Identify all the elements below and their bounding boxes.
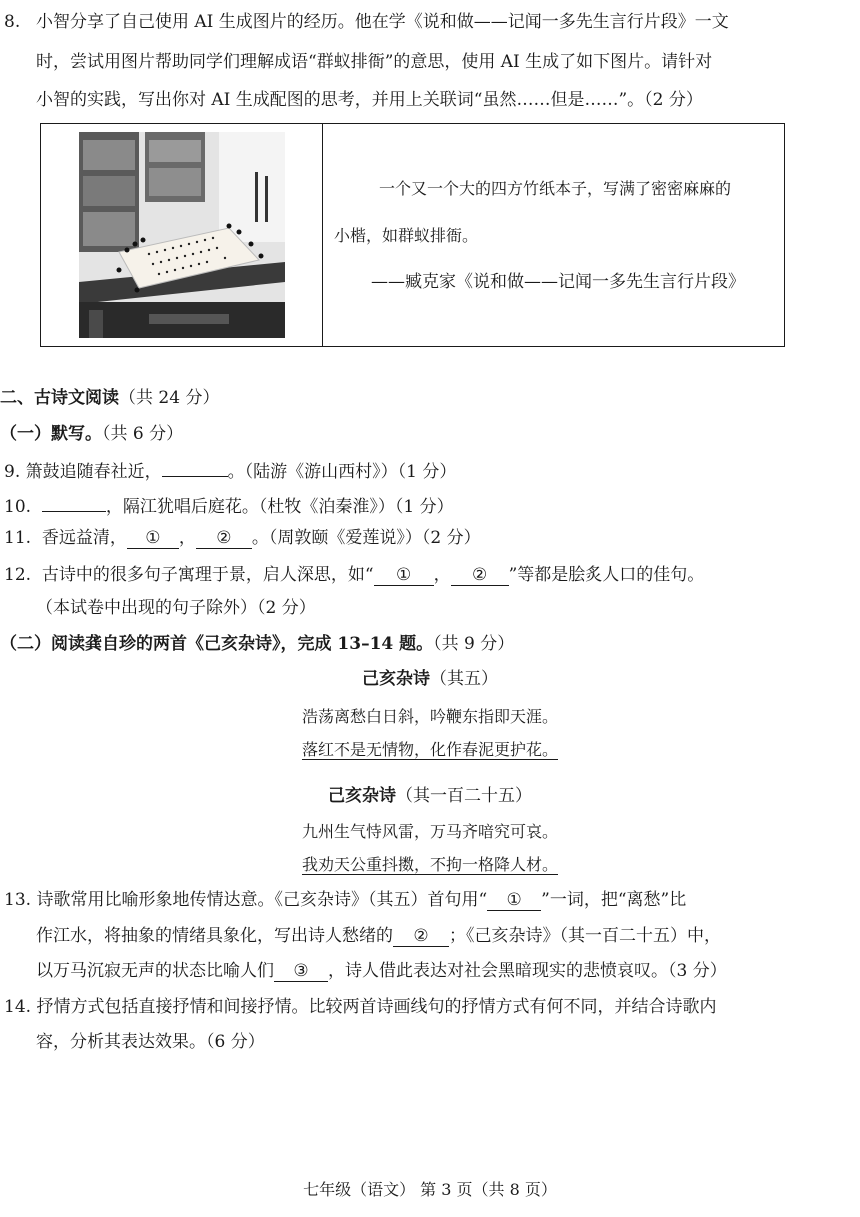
q14-line-1: 14. 抒情方式包括直接抒情和间接抒情。比较两首诗画线句的抒情方式有何不同，并结合诗歌内 — [4, 997, 717, 1017]
q8-line-2: 时，尝试用图片帮助同学们理解成语“群蚁排衙”的意思，使用 AI 生成了如下图片。请针对 — [36, 52, 713, 72]
poem-2-line-1: 九州生气恃风雷，万马齐喑究可哀。 — [301, 822, 558, 841]
page-footer: 七年级（语文） 第 3 页（共 8 页） — [303, 1180, 557, 1199]
poem-1-line-2: 落红不是无情物，化作春泥更护花。 — [301, 740, 558, 759]
part-1-heading: （一）默写。（共 6 分） — [0, 424, 184, 444]
q8-line-3: 小智的实践，写出你对 AI 生成配图的思考，并用上关联词“虽然……但是……”。（2 分） — [36, 90, 703, 110]
q13-blank-3[interactable]: ③ — [274, 961, 328, 982]
q9-answer-blank[interactable] — [162, 456, 228, 477]
quote-line-2: 小楷，如群蚁排衙。 — [334, 226, 479, 245]
q14-line-2: 容，分析其表达效果。（6 分） — [36, 1032, 265, 1052]
poem-2-line-2: 我劝天公重抖擞，不拘一格降人材。 — [301, 855, 558, 874]
q13-line-2: 作江水，将抽象的情绪具象化，写出诗人愁绪的 ② ；《己亥杂诗》（其一百二十五）中， — [36, 926, 721, 946]
q12-line-1: 12. 古诗中的很多句子寓理于景，启人深思，如“ ① ， ② ”等都是脍炙人口的佳句。 — [4, 565, 705, 585]
section-2-heading: 二、古诗文阅读（共 24 分） — [0, 388, 220, 408]
part-2-heading: （二）阅读龚自珍的两首《己亥杂诗》，完成 13–14 题。（共 9 分） — [0, 634, 515, 654]
desk-scroll-illustration — [79, 132, 285, 338]
q13-blank-2[interactable]: ② — [393, 926, 449, 947]
q10: 10. ，隔江犹唱后庭花。（杜牧《泊秦淮》）（1 分） — [4, 491, 454, 519]
q8-number: 8. — [4, 12, 21, 32]
q12-blank-1[interactable]: ① — [374, 565, 434, 586]
table-divider — [322, 124, 323, 346]
q8-line-1: 小智分享了自己使用 AI 生成图片的经历。他在学《说和做——记闻一多先生言行片段》一文 — [36, 12, 729, 32]
poem-1-title: 己亥杂诗（其五） — [362, 669, 498, 689]
q8-material-table — [40, 123, 785, 347]
quote-source: ——臧克家《说和做——记闻一多先生言行片段》 — [371, 272, 745, 292]
q11: 11. 香远益清， ① ， ② 。（周敦颐《爱莲说》）（2 分） — [4, 528, 481, 548]
q12-line-2: （本试卷中出现的句子除外）（2 分） — [36, 598, 316, 618]
ai-generated-image — [79, 132, 285, 338]
poem-2-title: 己亥杂诗（其一百二十五） — [328, 786, 532, 806]
q11-blank-2[interactable]: ② — [196, 528, 252, 549]
q10-answer-blank[interactable] — [42, 491, 106, 512]
q12-blank-2[interactable]: ② — [451, 565, 509, 586]
q13-line-1: 13. 诗歌常用比喻形象地传情达意。《己亥杂诗》（其五）首句用“ ① ”一词，把“离愁”比 — [4, 890, 687, 910]
poem-1-line-1: 浩荡离愁白日斜，吟鞭东指即天涯。 — [301, 707, 558, 726]
q13-line-3: 以万马沉寂无声的状态比喻人们 ③ ，诗人借此表达对社会黑暗现实的悲愤哀叹。（3 分） — [36, 961, 727, 981]
q13-blank-1[interactable]: ① — [487, 890, 541, 911]
q11-blank-1[interactable]: ① — [127, 528, 179, 549]
q9: 9. 箫鼓追随春社近， 。（陆游《游山西村》）（1 分） — [4, 456, 456, 484]
quote-line-1: 一个又一个大的四方竹纸本子，写满了密密麻麻的 — [379, 179, 732, 198]
